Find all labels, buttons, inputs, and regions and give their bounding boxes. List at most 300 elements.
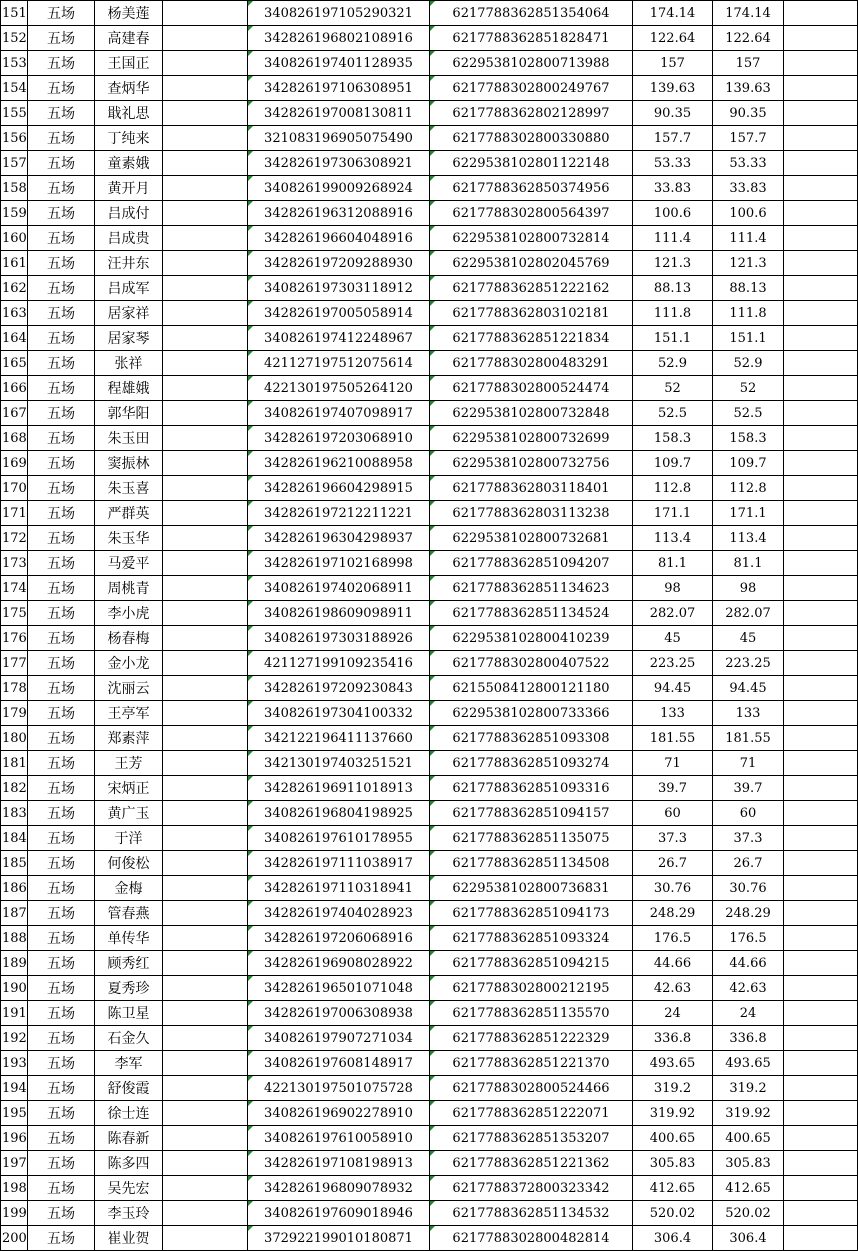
empty-cell bbox=[163, 151, 248, 176]
bank-card-cell: 6217788362851221362 bbox=[430, 1151, 633, 1176]
empty-cell bbox=[163, 1176, 248, 1201]
row-number-cell: 169 bbox=[1, 451, 28, 476]
bank-card-cell: 6217788362851135075 bbox=[430, 826, 633, 851]
person-name-cell: 杨春梅 bbox=[95, 626, 163, 651]
empty-cell bbox=[163, 301, 248, 326]
amount-cell: 319.92 bbox=[633, 1101, 713, 1126]
table-row bbox=[1, 1026, 858, 1051]
farm-cell: 五场 bbox=[28, 701, 95, 726]
amount-total-cell: 176.5 bbox=[713, 926, 784, 951]
farm-cell: 五场 bbox=[28, 776, 95, 801]
bank-card-cell: 6217788362851093316 bbox=[430, 776, 633, 801]
empty-cell bbox=[784, 1026, 858, 1051]
bank-card-cell: 6217788362851093274 bbox=[430, 751, 633, 776]
farm-cell: 五场 bbox=[28, 626, 95, 651]
bank-card-cell: 6217788302800564397 bbox=[430, 201, 633, 226]
amount-total-cell: 158.3 bbox=[713, 426, 784, 451]
farm-cell: 五场 bbox=[28, 101, 95, 126]
person-name-cell: 李军 bbox=[95, 1051, 163, 1076]
person-name-cell: 王国正 bbox=[95, 51, 163, 76]
amount-cell: 520.02 bbox=[633, 1201, 713, 1226]
bank-card-cell: 6217788302800330880 bbox=[430, 126, 633, 151]
id-number-cell: 342826196501071048 bbox=[248, 976, 430, 1001]
amount-cell: 248.29 bbox=[633, 901, 713, 926]
bank-card-cell: 6217788362851135570 bbox=[430, 1001, 633, 1026]
empty-cell bbox=[163, 751, 248, 776]
amount-total-cell: 109.7 bbox=[713, 451, 784, 476]
empty-cell bbox=[784, 151, 858, 176]
amount-total-cell: 306.4 bbox=[713, 1226, 784, 1251]
amount-total-cell: 223.25 bbox=[713, 651, 784, 676]
amount-cell: 223.25 bbox=[633, 651, 713, 676]
amount-total-cell: 60 bbox=[713, 801, 784, 826]
row-number-cell: 188 bbox=[1, 926, 28, 951]
bank-card-cell: 6229538102800732681 bbox=[430, 526, 633, 551]
farm-cell: 五场 bbox=[28, 1, 95, 26]
amount-total-cell: 90.35 bbox=[713, 101, 784, 126]
bank-card-cell: 6217788362803113238 bbox=[430, 501, 633, 526]
farm-cell: 五场 bbox=[28, 426, 95, 451]
person-name-cell: 单传华 bbox=[95, 926, 163, 951]
farm-cell: 五场 bbox=[28, 801, 95, 826]
bank-card-cell: 6217788362851134532 bbox=[430, 1201, 633, 1226]
amount-total-cell: 151.1 bbox=[713, 326, 784, 351]
amount-cell: 94.45 bbox=[633, 676, 713, 701]
row-number-cell: 184 bbox=[1, 826, 28, 851]
amount-cell: 306.4 bbox=[633, 1226, 713, 1251]
amount-cell: 133 bbox=[633, 701, 713, 726]
empty-cell bbox=[163, 1101, 248, 1126]
id-number-cell: 342826197111038917 bbox=[248, 851, 430, 876]
farm-cell: 五场 bbox=[28, 976, 95, 1001]
person-name-cell: 高建春 bbox=[95, 26, 163, 51]
amount-cell: 24 bbox=[633, 1001, 713, 1026]
row-number-cell: 191 bbox=[1, 1001, 28, 1026]
bank-card-cell: 6217788302800249767 bbox=[430, 76, 633, 101]
farm-cell: 五场 bbox=[28, 226, 95, 251]
row-number-cell: 173 bbox=[1, 551, 28, 576]
person-name-cell: 窦振林 bbox=[95, 451, 163, 476]
amount-total-cell: 412.65 bbox=[713, 1176, 784, 1201]
farm-cell: 五场 bbox=[28, 1026, 95, 1051]
person-name-cell: 石金久 bbox=[95, 1026, 163, 1051]
empty-cell bbox=[163, 1226, 248, 1251]
row-number-cell: 196 bbox=[1, 1126, 28, 1151]
row-number-cell: 200 bbox=[1, 1226, 28, 1251]
bank-card-cell: 6217788362802128997 bbox=[430, 101, 633, 126]
farm-cell: 五场 bbox=[28, 351, 95, 376]
bank-card-cell: 6217788362803102181 bbox=[430, 301, 633, 326]
row-number-cell: 176 bbox=[1, 626, 28, 651]
amount-cell: 45 bbox=[633, 626, 713, 651]
amount-cell: 336.8 bbox=[633, 1026, 713, 1051]
person-name-cell: 戢礼思 bbox=[95, 101, 163, 126]
person-name-cell: 黄广玉 bbox=[95, 801, 163, 826]
id-number-cell: 340826196902278910 bbox=[248, 1101, 430, 1126]
table-row bbox=[1, 876, 858, 901]
amount-cell: 37.3 bbox=[633, 826, 713, 851]
amount-cell: 139.63 bbox=[633, 76, 713, 101]
id-number-cell: 342826196210088958 bbox=[248, 451, 430, 476]
empty-cell bbox=[784, 951, 858, 976]
table-row bbox=[1, 451, 858, 476]
table-row bbox=[1, 626, 858, 651]
farm-cell: 五场 bbox=[28, 401, 95, 426]
empty-cell bbox=[163, 1151, 248, 1176]
bank-card-cell: 6217788362851094173 bbox=[430, 901, 633, 926]
amount-total-cell: 157 bbox=[713, 51, 784, 76]
id-number-cell: 342826197110318941 bbox=[248, 876, 430, 901]
table-row bbox=[1, 51, 858, 76]
empty-cell bbox=[784, 1, 858, 26]
empty-cell bbox=[163, 201, 248, 226]
table-row bbox=[1, 151, 858, 176]
farm-cell: 五场 bbox=[28, 51, 95, 76]
row-number-cell: 181 bbox=[1, 751, 28, 776]
amount-total-cell: 493.65 bbox=[713, 1051, 784, 1076]
id-number-cell: 340826197609018946 bbox=[248, 1201, 430, 1226]
empty-cell bbox=[784, 501, 858, 526]
bank-card-cell: 6229538102800732848 bbox=[430, 401, 633, 426]
farm-cell: 五场 bbox=[28, 1101, 95, 1126]
id-number-cell: 340826197303118912 bbox=[248, 276, 430, 301]
person-name-cell: 杨美莲 bbox=[95, 1, 163, 26]
person-name-cell: 夏秀珍 bbox=[95, 976, 163, 1001]
person-name-cell: 周桃青 bbox=[95, 576, 163, 601]
row-number-cell: 170 bbox=[1, 476, 28, 501]
bank-card-cell: 6229538102800733366 bbox=[430, 701, 633, 726]
empty-cell bbox=[163, 776, 248, 801]
empty-cell bbox=[163, 176, 248, 201]
bank-card-cell: 6217788302800407522 bbox=[430, 651, 633, 676]
farm-cell: 五场 bbox=[28, 1126, 95, 1151]
empty-cell bbox=[784, 1101, 858, 1126]
empty-cell bbox=[784, 176, 858, 201]
bank-card-cell: 6229538102800732756 bbox=[430, 451, 633, 476]
amount-cell: 60 bbox=[633, 801, 713, 826]
empty-cell bbox=[784, 601, 858, 626]
amount-cell: 30.76 bbox=[633, 876, 713, 901]
amount-total-cell: 44.66 bbox=[713, 951, 784, 976]
empty-cell bbox=[784, 926, 858, 951]
table-row bbox=[1, 726, 858, 751]
amount-cell: 121.3 bbox=[633, 251, 713, 276]
empty-cell bbox=[784, 701, 858, 726]
row-number-cell: 192 bbox=[1, 1026, 28, 1051]
row-number-cell: 168 bbox=[1, 426, 28, 451]
id-number-cell: 340826197907271034 bbox=[248, 1026, 430, 1051]
empty-cell bbox=[163, 26, 248, 51]
table-row bbox=[1, 326, 858, 351]
id-number-cell: 340826197105290321 bbox=[248, 1, 430, 26]
row-number-cell: 160 bbox=[1, 226, 28, 251]
amount-total-cell: 81.1 bbox=[713, 551, 784, 576]
empty-cell bbox=[163, 901, 248, 926]
empty-cell bbox=[784, 801, 858, 826]
table-row bbox=[1, 926, 858, 951]
row-number-cell: 198 bbox=[1, 1176, 28, 1201]
amount-total-cell: 248.29 bbox=[713, 901, 784, 926]
row-number-cell: 194 bbox=[1, 1076, 28, 1101]
farm-cell: 五场 bbox=[28, 76, 95, 101]
row-number-cell: 167 bbox=[1, 401, 28, 426]
row-number-cell: 179 bbox=[1, 701, 28, 726]
row-number-cell: 178 bbox=[1, 676, 28, 701]
bank-card-cell: 6217788362851828471 bbox=[430, 26, 633, 51]
table-row bbox=[1, 851, 858, 876]
amount-cell: 111.8 bbox=[633, 301, 713, 326]
farm-cell: 五场 bbox=[28, 1001, 95, 1026]
person-name-cell: 崔业贺 bbox=[95, 1226, 163, 1251]
table-row bbox=[1, 1001, 858, 1026]
empty-cell bbox=[163, 1051, 248, 1076]
amount-total-cell: 174.14 bbox=[713, 1, 784, 26]
bank-card-cell: 6217788362851094215 bbox=[430, 951, 633, 976]
id-number-cell: 340826197407098917 bbox=[248, 401, 430, 426]
amount-cell: 113.4 bbox=[633, 526, 713, 551]
person-name-cell: 张祥 bbox=[95, 351, 163, 376]
person-name-cell: 吕成贵 bbox=[95, 226, 163, 251]
amount-total-cell: 71 bbox=[713, 751, 784, 776]
person-name-cell: 陈多四 bbox=[95, 1151, 163, 1176]
empty-cell bbox=[784, 326, 858, 351]
farm-cell: 五场 bbox=[28, 1201, 95, 1226]
person-name-cell: 沈丽云 bbox=[95, 676, 163, 701]
empty-cell bbox=[784, 651, 858, 676]
row-number-cell: 186 bbox=[1, 876, 28, 901]
amount-total-cell: 98 bbox=[713, 576, 784, 601]
person-name-cell: 朱玉田 bbox=[95, 426, 163, 451]
table-row bbox=[1, 901, 858, 926]
table-row bbox=[1, 501, 858, 526]
table-row bbox=[1, 476, 858, 501]
empty-cell bbox=[163, 476, 248, 501]
table-row bbox=[1, 76, 858, 101]
bank-card-cell: 6215508412800121180 bbox=[430, 676, 633, 701]
table-row bbox=[1, 1076, 858, 1101]
farm-cell: 五场 bbox=[28, 1051, 95, 1076]
empty-cell bbox=[784, 851, 858, 876]
empty-cell bbox=[784, 76, 858, 101]
amount-cell: 174.14 bbox=[633, 1, 713, 26]
farm-cell: 五场 bbox=[28, 476, 95, 501]
row-number-cell: 157 bbox=[1, 151, 28, 176]
person-name-cell: 查炳华 bbox=[95, 76, 163, 101]
id-number-cell: 342826196911018913 bbox=[248, 776, 430, 801]
person-name-cell: 童素娥 bbox=[95, 151, 163, 176]
amount-total-cell: 52.5 bbox=[713, 401, 784, 426]
empty-cell bbox=[163, 701, 248, 726]
bank-card-cell: 6217788362851134623 bbox=[430, 576, 633, 601]
amount-cell: 305.83 bbox=[633, 1151, 713, 1176]
farm-cell: 五场 bbox=[28, 451, 95, 476]
amount-cell: 412.65 bbox=[633, 1176, 713, 1201]
amount-cell: 98 bbox=[633, 576, 713, 601]
farm-cell: 五场 bbox=[28, 1151, 95, 1176]
amount-cell: 52 bbox=[633, 376, 713, 401]
amount-total-cell: 305.83 bbox=[713, 1151, 784, 1176]
bank-card-cell: 6217788362803118401 bbox=[430, 476, 633, 501]
id-number-cell: 372922199010180871 bbox=[248, 1226, 430, 1251]
empty-cell bbox=[163, 676, 248, 701]
person-name-cell: 严群英 bbox=[95, 501, 163, 526]
empty-cell bbox=[163, 1026, 248, 1051]
row-number-cell: 151 bbox=[1, 1, 28, 26]
empty-cell bbox=[784, 751, 858, 776]
table-row bbox=[1, 1126, 858, 1151]
id-number-cell: 340826197401128935 bbox=[248, 51, 430, 76]
table-row bbox=[1, 601, 858, 626]
row-number-cell: 171 bbox=[1, 501, 28, 526]
person-name-cell: 吴先宏 bbox=[95, 1176, 163, 1201]
empty-cell bbox=[163, 251, 248, 276]
amount-cell: 71 bbox=[633, 751, 713, 776]
empty-cell bbox=[163, 101, 248, 126]
bank-card-cell: 6229538102800410239 bbox=[430, 626, 633, 651]
person-name-cell: 陈春新 bbox=[95, 1126, 163, 1151]
amount-cell: 53.33 bbox=[633, 151, 713, 176]
bank-card-cell: 6217788362851222162 bbox=[430, 276, 633, 301]
bank-card-cell: 6217788362851222071 bbox=[430, 1101, 633, 1126]
empty-cell bbox=[163, 276, 248, 301]
row-number-cell: 159 bbox=[1, 201, 28, 226]
empty-cell bbox=[784, 826, 858, 851]
row-number-cell: 199 bbox=[1, 1201, 28, 1226]
id-number-cell: 421127199109235416 bbox=[248, 651, 430, 676]
empty-cell bbox=[784, 1176, 858, 1201]
row-number-cell: 175 bbox=[1, 601, 28, 626]
person-name-cell: 于洋 bbox=[95, 826, 163, 851]
amount-total-cell: 52 bbox=[713, 376, 784, 401]
id-number-cell: 342826197008130811 bbox=[248, 101, 430, 126]
amount-cell: 181.55 bbox=[633, 726, 713, 751]
empty-cell bbox=[163, 76, 248, 101]
person-name-cell: 金小龙 bbox=[95, 651, 163, 676]
farm-cell: 五场 bbox=[28, 301, 95, 326]
farm-cell: 五场 bbox=[28, 326, 95, 351]
amount-total-cell: 112.8 bbox=[713, 476, 784, 501]
table-row bbox=[1, 951, 858, 976]
table-row bbox=[1, 1, 858, 26]
amount-cell: 109.7 bbox=[633, 451, 713, 476]
row-number-cell: 190 bbox=[1, 976, 28, 1001]
person-name-cell: 程雄娥 bbox=[95, 376, 163, 401]
row-number-cell: 182 bbox=[1, 776, 28, 801]
amount-total-cell: 45 bbox=[713, 626, 784, 651]
id-number-cell: 342826196908028922 bbox=[248, 951, 430, 976]
id-number-cell: 340826198609098911 bbox=[248, 601, 430, 626]
empty-cell bbox=[784, 576, 858, 601]
id-number-cell: 340826197610178955 bbox=[248, 826, 430, 851]
amount-cell: 319.2 bbox=[633, 1076, 713, 1101]
farm-cell: 五场 bbox=[28, 501, 95, 526]
person-name-cell: 居家琴 bbox=[95, 326, 163, 351]
amount-total-cell: 111.8 bbox=[713, 301, 784, 326]
table-row bbox=[1, 351, 858, 376]
id-number-cell: 342826197106308951 bbox=[248, 76, 430, 101]
person-name-cell: 顾秀红 bbox=[95, 951, 163, 976]
table-row bbox=[1, 651, 858, 676]
id-number-cell: 342826197209288930 bbox=[248, 251, 430, 276]
id-number-cell: 342826197206068916 bbox=[248, 926, 430, 951]
id-number-cell: 340826197608148917 bbox=[248, 1051, 430, 1076]
table-row bbox=[1, 1201, 858, 1226]
empty-cell bbox=[784, 101, 858, 126]
table-row bbox=[1, 176, 858, 201]
row-number-cell: 162 bbox=[1, 276, 28, 301]
id-number-cell: 340826196804198925 bbox=[248, 801, 430, 826]
amount-total-cell: 133 bbox=[713, 701, 784, 726]
person-name-cell: 郑素萍 bbox=[95, 726, 163, 751]
empty-cell bbox=[163, 601, 248, 626]
id-number-cell: 340826197402068911 bbox=[248, 576, 430, 601]
id-number-cell: 340826197304100332 bbox=[248, 701, 430, 726]
bank-card-cell: 6229538102801122148 bbox=[430, 151, 633, 176]
amount-total-cell: 26.7 bbox=[713, 851, 784, 876]
empty-cell bbox=[784, 626, 858, 651]
empty-cell bbox=[784, 276, 858, 301]
empty-cell bbox=[163, 126, 248, 151]
person-name-cell: 汪井东 bbox=[95, 251, 163, 276]
empty-cell bbox=[784, 1226, 858, 1251]
table-row bbox=[1, 101, 858, 126]
table-row bbox=[1, 1226, 858, 1251]
amount-total-cell: 37.3 bbox=[713, 826, 784, 851]
empty-cell bbox=[163, 626, 248, 651]
id-number-cell: 421127197512075614 bbox=[248, 351, 430, 376]
amount-total-cell: 171.1 bbox=[713, 501, 784, 526]
empty-cell bbox=[784, 1001, 858, 1026]
empty-cell bbox=[163, 1001, 248, 1026]
amount-total-cell: 53.33 bbox=[713, 151, 784, 176]
table-row bbox=[1, 276, 858, 301]
bank-card-cell: 6217788362851093308 bbox=[430, 726, 633, 751]
id-number-cell: 342826197005058914 bbox=[248, 301, 430, 326]
id-number-cell: 340826199009268924 bbox=[248, 176, 430, 201]
empty-cell bbox=[784, 451, 858, 476]
amount-cell: 26.7 bbox=[633, 851, 713, 876]
farm-cell: 五场 bbox=[28, 1076, 95, 1101]
table-row bbox=[1, 826, 858, 851]
row-number-cell: 153 bbox=[1, 51, 28, 76]
person-name-cell: 陈卫星 bbox=[95, 1001, 163, 1026]
farm-cell: 五场 bbox=[28, 1176, 95, 1201]
table-row bbox=[1, 576, 858, 601]
amount-total-cell: 122.64 bbox=[713, 26, 784, 51]
table-row bbox=[1, 1101, 858, 1126]
amount-total-cell: 319.92 bbox=[713, 1101, 784, 1126]
table-row bbox=[1, 1176, 858, 1201]
amount-cell: 400.65 bbox=[633, 1126, 713, 1151]
empty-cell bbox=[784, 1051, 858, 1076]
bank-card-cell: 6229538102802045769 bbox=[430, 251, 633, 276]
bank-card-cell: 6217788362851353207 bbox=[430, 1126, 633, 1151]
empty-cell bbox=[163, 551, 248, 576]
table-row bbox=[1, 801, 858, 826]
row-number-cell: 195 bbox=[1, 1101, 28, 1126]
id-number-cell: 342826196312088916 bbox=[248, 201, 430, 226]
farm-cell: 五场 bbox=[28, 951, 95, 976]
empty-cell bbox=[163, 451, 248, 476]
row-number-cell: 183 bbox=[1, 801, 28, 826]
table-row bbox=[1, 226, 858, 251]
empty-cell bbox=[784, 1126, 858, 1151]
bank-card-cell: 6217788302800482814 bbox=[430, 1226, 633, 1251]
id-number-cell: 422130197501075728 bbox=[248, 1076, 430, 1101]
bank-card-cell: 6229538102800732814 bbox=[430, 226, 633, 251]
bank-card-cell: 6217788362851221834 bbox=[430, 326, 633, 351]
empty-cell bbox=[163, 351, 248, 376]
